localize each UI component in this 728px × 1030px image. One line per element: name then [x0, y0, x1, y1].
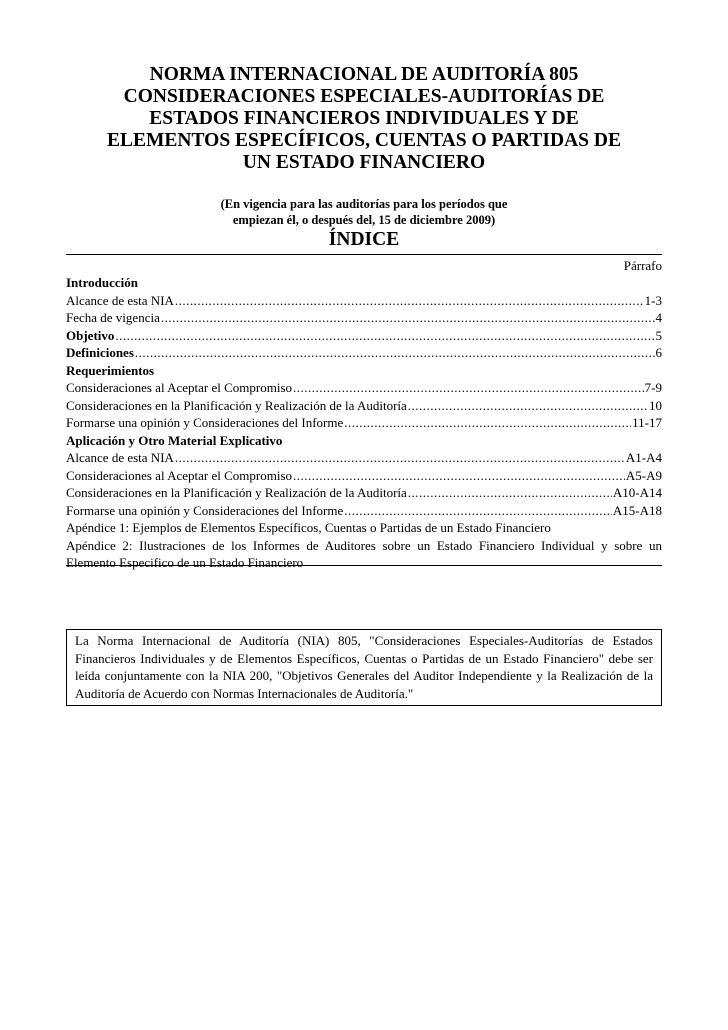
toc-entry-ref: A10-A14	[612, 485, 662, 500]
title-line: NORMA INTERNACIONAL DE AUDITORÍA 805	[149, 64, 579, 85]
toc-entry-ref: 7-9	[644, 380, 662, 395]
toc-section-heading: Introducción	[66, 275, 138, 290]
dot-leader	[293, 379, 644, 397]
toc-entry-label: Fecha de vigencia	[66, 310, 160, 325]
toc-entry[interactable]	[66, 414, 662, 432]
toc-entry[interactable]	[66, 397, 662, 415]
toc-bottom-divider	[66, 565, 662, 566]
toc-entry-label: Definiciones	[66, 345, 134, 360]
toc-entry-ref: 11-17	[632, 415, 662, 430]
appendix-1-entry[interactable]: Apéndice 1: Ejemplos de Elementos Específicos, Cuentas o Partidas de un Estado Financiero	[66, 520, 551, 535]
dot-leader	[293, 467, 625, 485]
toc-entry-ref: 1-3	[644, 292, 662, 308]
dot-leader	[175, 449, 625, 467]
toc-entry[interactable]	[66, 502, 662, 520]
dot-leader	[135, 344, 655, 362]
toc-entry-label: Consideraciones al Aceptar el Compromiso	[66, 467, 293, 483]
toc-entry-label: Consideraciones en la Planificación y Realización de la Auditoría	[66, 485, 407, 500]
toc-entry-label: Objetivo	[66, 327, 115, 343]
toc-entry-ref: A5-A9	[625, 467, 662, 483]
dot-leader	[161, 309, 655, 327]
document-title	[64, 64, 664, 174]
dot-leader	[344, 414, 631, 432]
toc-entry-label: Alcance de esta NIA	[66, 450, 174, 465]
toc-section-heading: Requerimientos	[66, 362, 155, 378]
toc-entry-ref: A15-A18	[612, 502, 662, 518]
effective-date-note	[64, 196, 664, 228]
toc-entry-ref: 4	[655, 310, 662, 325]
toc-entry[interactable]	[66, 449, 662, 467]
toc-entry-label: Formarse una opinión y Consideraciones del Informe	[66, 415, 344, 430]
reading-note-box: La Norma Internacional de Auditoría (NIA) 805, "Consideraciones Especiales-Auditorías de Estados Financieros Individuales y de Elementos Específicos, Cuentas o Partidas de un Estado Financiero" debe ser leída conjuntamente con la NIA 200, "Objetivos Generales del Auditor Independiente y la Realización de la Auditoría de Acuerdo con Normas Internacionales de Auditoría."	[66, 629, 662, 706]
paragraph-column-header: Párrafo	[623, 258, 662, 273]
dot-leader	[344, 502, 612, 520]
toc-entry-ref: A1-A4	[625, 450, 662, 465]
toc-entry[interactable]	[66, 467, 662, 485]
dot-leader	[115, 327, 654, 345]
index-title: ÍNDICE	[328, 229, 400, 250]
toc-entry[interactable]	[66, 379, 662, 397]
toc-section-heading: Aplicación y Otro Material Explicativo	[66, 432, 283, 448]
appendix-2-entry[interactable]: Apéndice 2: Ilustraciones de los Informes de Auditores sobre un Estado Financiero Individual y sobre un Elemento Especifico de un Estado Financiero	[66, 537, 662, 570]
title-line: ESTADOS FINANCIEROS INDIVIDUALES Y DE	[149, 108, 579, 129]
toc-entry-ref: 6	[655, 345, 662, 360]
title-line: ELEMENTOS ESPECÍFICOS, CUENTAS O PARTIDAS DE	[106, 130, 621, 151]
toc-entry-label: Alcance de esta NIA	[66, 292, 174, 308]
toc-entry[interactable]	[66, 344, 662, 362]
toc-entry-label: Formarse una opinión y Consideraciones del Informe	[66, 502, 344, 518]
table-of-contents	[66, 255, 662, 572]
toc-entry-ref: 5	[655, 327, 662, 343]
dot-leader	[408, 484, 612, 502]
toc-entry[interactable]	[66, 309, 662, 327]
toc-entry[interactable]	[66, 292, 662, 310]
dot-leader	[408, 397, 648, 415]
dot-leader	[175, 292, 644, 310]
toc-entry-label: Consideraciones en la Planificación y Realización de la Auditoría	[66, 397, 407, 413]
subtitle-line: empiezan él, o después del, 15 de diciembre 2009)	[232, 213, 496, 227]
toc-entry[interactable]	[66, 484, 662, 502]
toc-entry-ref: 10	[649, 397, 662, 413]
title-line: CONSIDERACIONES ESPECIALES-AUDITORÍAS DE	[123, 86, 605, 107]
toc-entry[interactable]	[66, 327, 662, 345]
toc-entry-label: Consideraciones al Aceptar el Compromiso	[66, 380, 293, 395]
subtitle-line: (En vigencia para las auditorías para los períodos que	[220, 197, 508, 211]
title-line: UN ESTADO FINANCIERO	[242, 152, 486, 173]
